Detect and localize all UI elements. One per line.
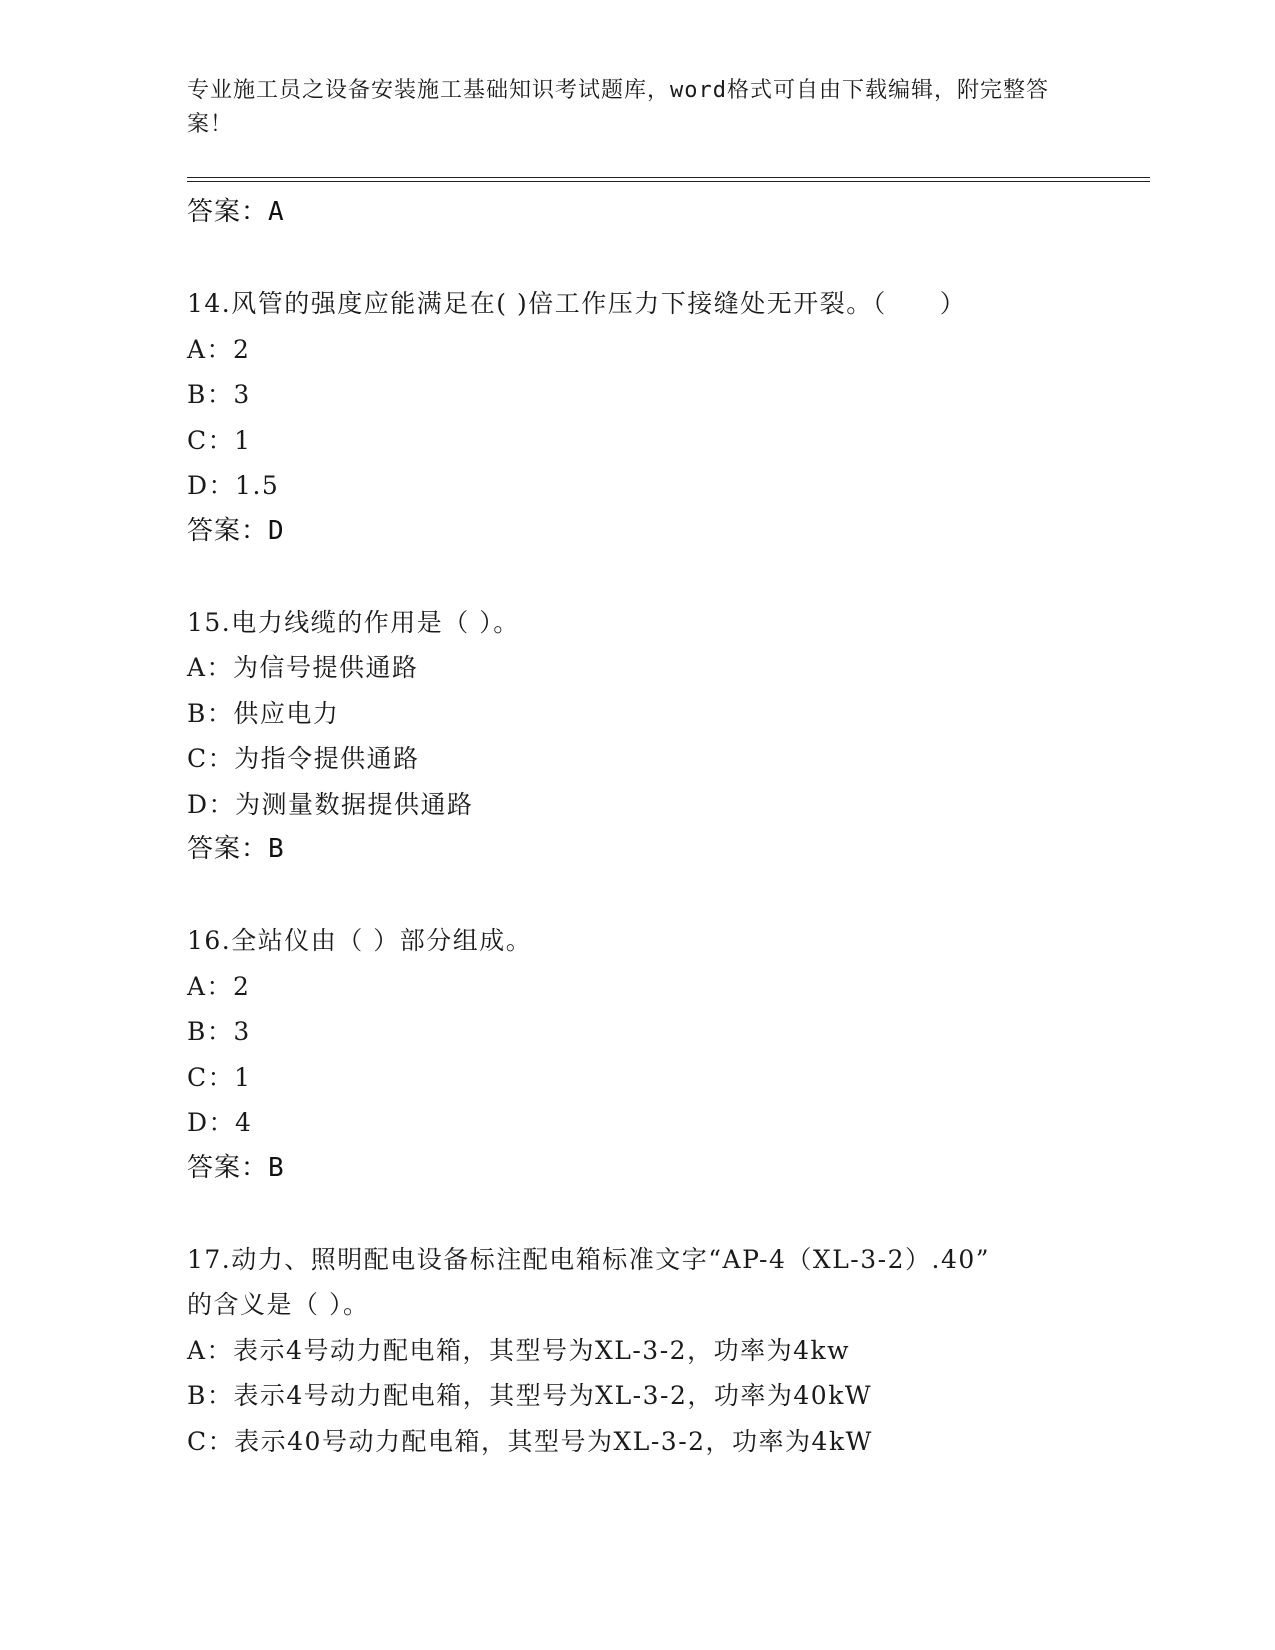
question-17-stem-line-2: 的含义是（ ）。 bbox=[187, 1290, 370, 1319]
question-15-option-d: D：为测量数据提供通路 bbox=[187, 789, 474, 819]
question-14-option-c: C：1 bbox=[187, 425, 252, 455]
question-15-option-c: C：为指令提供通路 bbox=[187, 744, 420, 773]
question-16-option-c: C：1 bbox=[187, 1062, 252, 1092]
question-14-answer: 答案：D bbox=[187, 515, 285, 546]
question-16-option-b: B：3 bbox=[187, 1017, 251, 1046]
question-list bbox=[187, 190, 1087, 1464]
spacer bbox=[187, 873, 1087, 919]
question-17-option-b: B：表示4号动力配电箱，其型号为XL-3-2，功率为40kW bbox=[187, 1381, 873, 1410]
spacer bbox=[187, 1191, 1087, 1237]
question-15-option-b: B：供应电力 bbox=[187, 698, 340, 728]
question-16-stem: 16.全站仪由（ ）部分组成。 bbox=[187, 926, 533, 955]
document-header: 专业施工员之设备安装施工基础知识考试题库，word格式可自由下载编辑，附完整答案！ bbox=[187, 78, 1049, 137]
question-16-option-d: D：4 bbox=[187, 1108, 253, 1137]
question-16-answer: 答案：B bbox=[187, 1152, 285, 1183]
spacer bbox=[187, 236, 1087, 282]
question-14-stem: 14.风管的强度应能满足在( )倍工作压力下接缝处无开裂。（ ） bbox=[187, 289, 967, 318]
spacer bbox=[187, 554, 1087, 600]
question-14-option-d: D：1.5 bbox=[187, 471, 280, 500]
question-17 bbox=[187, 1237, 1087, 1465]
answer-13: 答案：A bbox=[187, 197, 285, 227]
question-15-stem: 15.电力线缆的作用是（ ）。 bbox=[187, 607, 520, 637]
question-17-stem-line-1: 17.动力、照明配电设备标注配电箱标准文字“AP-4（XL-3-2）.40” bbox=[187, 1244, 991, 1274]
question-14-option-b: B：3 bbox=[187, 380, 251, 409]
question-16-option-a: A：2 bbox=[187, 971, 251, 1001]
question-14 bbox=[187, 281, 1087, 554]
question-17-option-c: C：表示40号动力配电箱，其型号为XL-3-2，功率为4kW bbox=[187, 1426, 873, 1456]
question-15-answer: 答案：B bbox=[187, 834, 285, 864]
question-15 bbox=[187, 600, 1087, 873]
question-14-option-a: A：2 bbox=[187, 334, 251, 364]
question-17-option-a: A：表示4号动力配电箱，其型号为XL-3-2，功率为4kw bbox=[187, 1335, 851, 1365]
question-15-option-a: A：为信号提供通路 bbox=[187, 653, 419, 682]
question-16 bbox=[187, 918, 1087, 1191]
header-divider bbox=[187, 177, 1150, 182]
